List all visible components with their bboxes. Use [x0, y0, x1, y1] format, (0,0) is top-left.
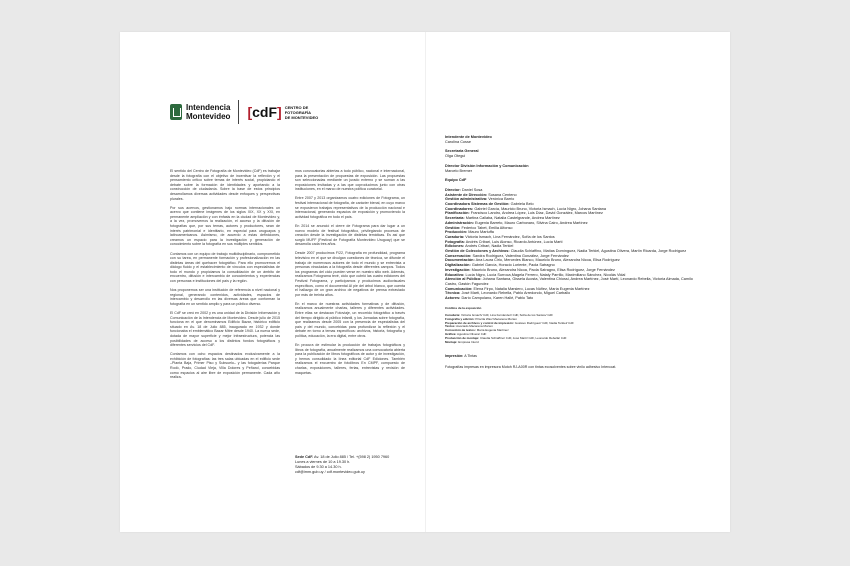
- credit-names: Priscila Wax/ Macarena Morten: [475, 316, 517, 321]
- authority-name: Olga Otegui: [445, 154, 466, 159]
- team-list: [445, 188, 695, 301]
- team-role: Educativo:: [445, 272, 465, 277]
- authority-name: Marcelo Bremer: [445, 168, 473, 173]
- team-role: Director:: [445, 187, 461, 192]
- right-page: [425, 32, 730, 532]
- credit-role: Montaje:: [445, 340, 458, 345]
- logo-strip: [170, 97, 318, 127]
- team-names: Mauro Martuffa: [468, 230, 494, 235]
- team-row: [445, 296, 695, 301]
- cdf-line1: CENTRO DE: [284, 104, 309, 110]
- team-role: Gestión de Colecciones y Archivos:: [445, 249, 510, 254]
- team-names: Claudia Schiaffino, Matías Domínguez, Nadia Terkiel, Agustina Olivera, Martín Ricarda, Jorge Rodríguez: [510, 249, 687, 254]
- team-role: Investigación:: [445, 267, 471, 272]
- team-names: Francisco Landro, Andrea López, Luis Díaz, David González, Marcos Martínez: [470, 211, 603, 216]
- credit-role: Gráfica:: [445, 332, 457, 337]
- hours-saturday: Sábados de 9.30 a 14.30 h.: [295, 465, 342, 469]
- left-text-column-2: [295, 169, 405, 380]
- team-role: Producción:: [445, 230, 468, 235]
- paragraph: Nos proponemos ser una institución de referencia a nivel nacional y regional, generando contenidos, actividades, espacios de intercambio y desarrollo en las diversas áreas que conforman la fotografía en un sentido amplio y para un público diverso.: [170, 288, 280, 306]
- team-role: Técnica:: [445, 291, 461, 296]
- team-names: Mauricio Bruno, Alexandra Nicoa, Paola Satragno, Elisa Rodríguez, Jorge Fernández: [471, 267, 615, 272]
- print-label: Impresión:: [445, 353, 464, 358]
- team-names: Verónica Barrio: [488, 197, 515, 202]
- print-value: A Tintas: [464, 353, 477, 358]
- team-role: Comunicación:: [445, 286, 473, 291]
- team-role: Conservación:: [445, 253, 472, 258]
- intendencia-line2: Montevideo: [186, 112, 231, 121]
- team-role: Secretaría:: [445, 216, 465, 221]
- team-names: Sandra Rodríguez, Valentina González, Jorge Fernández: [472, 253, 569, 258]
- cdf-logo-mark: cdF: [252, 104, 278, 120]
- team-role: Gestión:: [445, 225, 461, 230]
- hours-weekdays: Lunes a viernes de 10 a 19.30 h.: [295, 460, 351, 464]
- credit-names: María Eugenia Martínez: [476, 328, 509, 333]
- team-role: Coordinadores:: [445, 206, 474, 211]
- paragraph: En 2014 se anunció el cierre de Fotograma para dar lugar a un nuevo modelo de festival fotográfico, privilegiando procesos de creación desde la investigación de distintas temáticas. Es así que surgió MUFF (Festival de Fotografía Montevideo Uruguay) que se desarrolla cada tres años.: [295, 223, 405, 247]
- authority-block: [445, 149, 695, 158]
- left-text-column-1: [170, 169, 280, 384]
- team-names: Johana Santana, Gissela Acosta, Valentina Chiossi, Andrea Martínez, José Martí, Leonardo Rebella, Victoria Almada, Camilo Castro, Gastón Fagundez: [445, 277, 693, 286]
- team-role: Administración:: [445, 220, 474, 225]
- credit-names: Agustina Olivera/ CdF: [457, 332, 487, 337]
- cdf-logo-icon: [cdF]: [247, 104, 282, 120]
- credit-role: Fotografía y edición:: [445, 316, 475, 321]
- team-names: Martina Callaba, Natalia Castelgrande, Andrea Martínez: [465, 216, 560, 221]
- address-label: Sede CdF.: [295, 455, 314, 459]
- team-role: Curaduría:: [445, 234, 465, 239]
- credits-list: [445, 314, 695, 345]
- credit-names: Victoria Ismach/ CdF, Lina Fernández/ CdF, Sofía de los Santos/ CdF: [461, 312, 554, 317]
- team-names: Victoria Ismach, Lina Fernández, Sofía de los Santos: [465, 234, 555, 239]
- credit-role: Producción de montaje:: [445, 336, 480, 341]
- cdf-logo-text: [285, 105, 319, 120]
- print-line: [445, 354, 695, 359]
- paragraph: El CdF se creó en 2002 y es una unidad de la División Información y Comunicación de la Intendencia de Montevideo. Desde julio de 2015 funciona en el que denominamos Edificio Bazar, histórico edificio situado en Av. 18 de Julio 885, inaugurado en 1932 y donde funcionaba el emblemático Bazar Mitre desde 1940. La nueva sede, dotada de mayor superficie y mejor infraestructura, potencia las posibilidades de acceso a los distintos fondos fotográficos y diferentes servicios del CdF.: [170, 311, 280, 348]
- credit-role: Textos:: [445, 324, 456, 329]
- credit-role: Preparación de archivos y control de impresión:: [445, 320, 514, 325]
- paragraph: Por sus acervos, gestionamos bajo normas internacionales un acervo que contiene imágenes de los siglos XIX, XX y XXI, en permanente ampliación y con énfasis en la ciudad de Montevideo y, a la vez, promovemos la realización, el acceso y la difusión de fotografías que, por sus temas, autores y productores, sean de interés patrimonial e identitario, en especial para uruguayos y latinoamericanos. Asimismo, de acuerdo a estas definiciones, creamos un espacio para la investigación y generación de conocimiento sobre la fotografía en sus múltiples sentidos.: [170, 205, 280, 247]
- team-role: Coordinadora Sistemas de Gestión:: [445, 202, 510, 207]
- left-page: [120, 32, 425, 532]
- exhibition-credits: [445, 307, 695, 345]
- team-names: Daniel Sosa: [461, 187, 483, 192]
- team-names: Susana Centeno: [488, 192, 517, 197]
- paragraph: En procura de estimular la producción de trabajos fotográficos y libros de fotografía, anualmente realizamos una convocatoria abierta para la publicación de libros fotográficos de autor y de investigación, y hemos consolidado la línea editorial CdF Ediciones. También realizamos el encuentro de fotolibros En CMPF, compuesto de charlas, exposiciones, talleres, ferias, entrevistas y revisión de maquetas.: [295, 343, 405, 375]
- intendencia-logo-text: [186, 103, 230, 121]
- paragraph: Contamos con ocho espacios destinados exclusivamente a la exhibición de fotografías: las tres salas ubicadas en el edificio sede –Planta Baja, Primer Piso y Subsuelo– y las fotogalerías Parque Rodó, Prado, Ciudad Vieja, Villa Dolores y Peñarol, concebidas como espacios al aire libre de exposición permanente. Cada año realiza-: [170, 352, 280, 380]
- team-names: Gabriel García, Horacio Loriente, Paola Satragno: [471, 263, 555, 268]
- credit-names: Empresa Intord: [458, 340, 479, 345]
- credit-row: [445, 341, 695, 345]
- cdf-line2: FOTOGRAFÍA: [284, 109, 312, 115]
- team-role: Asistente de Dirección:: [445, 192, 488, 197]
- paragraph: Entre 2007 y 2013 organizamos cuatro ediciones de Fotograma, un festival internacional de fotografía, de carácter bienal, en cuyo marco se expusieron trabajos representativos de la producción nacional e internacional, generando espacios de exposición y promoviendo la actividad fotográfica en todo el país.: [295, 196, 405, 219]
- team-names: Andrés Cribari, Luis Alonso, Ricardo Antúnez, Lucía Martí: [465, 239, 563, 244]
- authority-block: [445, 135, 695, 144]
- team-names: Gabriel García, Mauricio Bruno, Victoria Ismach, Lucía Nigro, Johana Santana: [474, 206, 606, 211]
- credit-names: Claudia Schiaffino/ CdF, José Martí/ CdF, Leonardo Rebella/ CdF: [480, 336, 567, 341]
- team-names: José Martí, Leonardo Rebella, Pablo Arredondo, Miguel Carballo: [461, 291, 571, 296]
- intendencia-logo-icon: [170, 104, 182, 120]
- team-names: Ana Laura Cirio, Mercedes Blanco, Mauricio Bruno, Alexandra Nicoa, Elisa Rodríguez: [475, 258, 620, 263]
- cdf-line3: DE MONTEVIDEO: [284, 114, 319, 120]
- team-names: Federico Tabet, Emilia Alfonso: [461, 225, 513, 230]
- team-names: Eugenia Barreto, Mauro Carbonaro, Silvina Cairo, Andrea Martínez: [474, 220, 588, 225]
- team-names: Elena Firpo, Natalia Marsiero, Lucas Núñez, María Eugenia Martínez: [473, 286, 590, 291]
- footer-note: Fotografías impresas en impresora Mutoh RJ-A00R con tintas ecosolventes sobre vinilo adhesivo Intercoat.: [445, 364, 617, 369]
- credit-names: Gustavo Rodríguez/ CdF, Nadia Terkiel/ CdF: [514, 320, 574, 325]
- team-names: Lucía Nigro, Lucía Surroca,Magela Ferrero, Nataly Parrillo, Maximiliano Sánchez, Nicolás Vidal: [465, 272, 626, 277]
- team-names: Andrés Cribari, Nadia Terkiel: [465, 244, 514, 249]
- authority-name: Carolina Cosse: [445, 139, 471, 144]
- authority-role: Secretaria General: [445, 149, 479, 154]
- team-names: Gabriela Belo: [510, 202, 534, 207]
- paragraph: Contamos con un equipo de trabajo multidisciplinario, comprometido con su tarea, en permanente formación y profesionalización en las distintas áreas del quehacer fotográfico. Para ello promovemos el diálogo fluido y el establecimiento de vínculos con especialistas de todo el mundo y propiciamos la consolidación de un ámbito de encuentro, difusión e intercambio de conocimientos y experiencias con personas e instituciones del país y la región.: [170, 251, 280, 284]
- team-role: Fotografía:: [445, 239, 465, 244]
- authority-role: Intendente de Montevideo: [445, 135, 492, 139]
- paragraph: En el marco de nuestras actividades formativas y de difusión, realizamos anualmente charlas, talleres y diferentes actividades. Entre ellas se destacan Fotoviaje, un recorrido fotográfico a través del tiempo dirigido al público infantil, y los Jornadas sobre fotografía, que realizamos desde 2005 con la presencia de especialistas del país y del mundo, concebidas para profundizar la reflexión y el debate en torno a temas específicos: archivos, historia, fotografía y política, educación, la era digital, entre otros.: [295, 301, 405, 338]
- credit-names: Asociado Macarena Morten: [456, 324, 493, 329]
- paragraph: mos convocatorias abiertas a todo público, nacional e internacional, para la presentación de propuestas de exposición. Las propuestas son seleccionadas mediante un jurado externo y se suman a las exposiciones invitadas y a las que coproducimos junto con otras instituciones, en el marco de nuestra política curatorial.: [295, 169, 405, 192]
- team-names: Darío Campolano, Karen Hallé, Pablo Tato: [461, 296, 534, 301]
- credit-role: Curaduría:: [445, 312, 461, 317]
- address: Av. 18 de Julio 885 / Tel. +(598 2) 1950 7960: [314, 455, 390, 459]
- contact-web: cdf@imm.gub.uy / cdf.montevideo.gub.uy: [295, 470, 365, 474]
- authority-role: Director División Información y Comunicación: [445, 163, 529, 168]
- authority-block: [445, 164, 695, 173]
- team-role: Actores:: [445, 296, 461, 301]
- credits-title: Créditos de la exposición: [445, 305, 482, 310]
- team-role: Documentación:: [445, 258, 475, 263]
- credits-column: [445, 135, 695, 369]
- paragraph: Desde 2007 producimos F/22, Fotografía en profundidad, programa televisivo en el que se divulgan cuestiones de técnica, se difunde el trabajo de numerosos autores de todo el mundo y se entrevista a personas vinculadas a la fotografía desde diferentes campos. Todos los programas del ciclo pueden verse en nuestro sitio web. Además, realizamos Fotograma tevé, ciclo que cubrió las cuatro ediciones del Festival Fotograma, y participamos y producimos audiovisuales específicos, como el documental Al pie del árbol blanco, que cuenta el hallazgo de un gran archivo de negativos de prensa extraviado por más de treinta años.: [295, 251, 405, 297]
- contact-block: [295, 455, 415, 475]
- paragraph: El sentido del Centro de Fotografía de Montevideo (CdF) es trabajar desde la fotografía con el objetivo de incentivar la reflexión y el pensamiento crítico sobre temas de interés social, propiciando el debate sobre la formación de identidades y aportando a la construcción de ciudadanía. Sobre la base de estos principios desarrollamos diversas actividades desde enfoques y perspectivas plurales.: [170, 169, 280, 201]
- team-role: Digitalización:: [445, 263, 471, 268]
- document-spread: [120, 32, 730, 532]
- credit-role: Corrección de textos:: [445, 328, 476, 333]
- logo-divider: [238, 100, 239, 124]
- intendencia-line1: Intendencia: [186, 103, 231, 112]
- team-row: [445, 277, 695, 286]
- team-title: Equipo CdF: [445, 178, 467, 183]
- team-role: Gestión administrativa:: [445, 197, 488, 202]
- team-role: Atención al Público:: [445, 277, 482, 282]
- team-role: Planificación:: [445, 211, 470, 216]
- team-role: Ediciones:: [445, 244, 465, 249]
